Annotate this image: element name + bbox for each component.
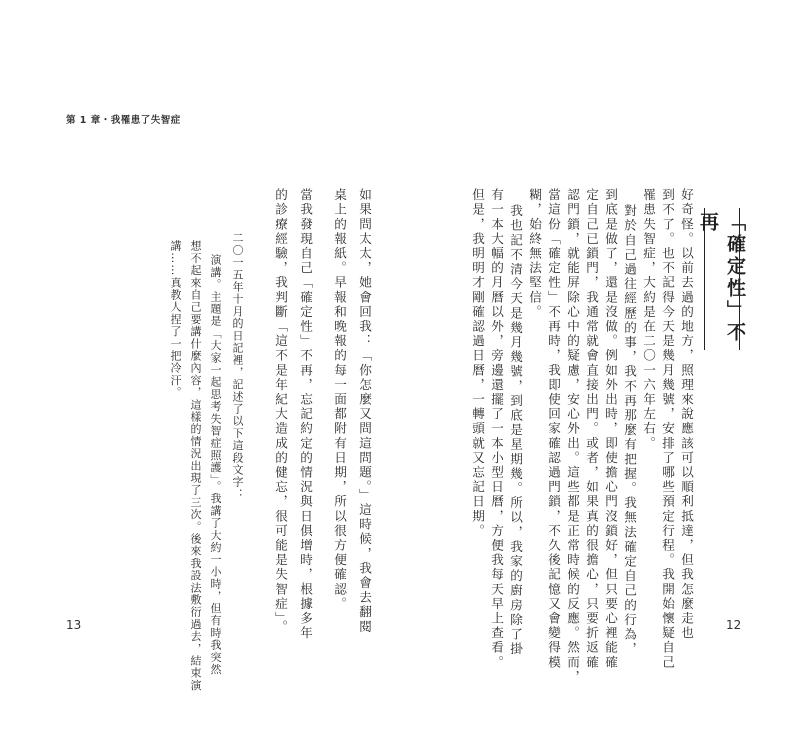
page-number: 12 — [726, 618, 742, 632]
body-column: 如果問太太，她會回我：「你怎麼又問這問題。」這時候，我會去翻閱 — [357, 188, 372, 635]
body-column: 到不了。也不記得今天是幾月幾號，安排了哪些預定行程。我開始懷疑自己 — [660, 188, 675, 670]
running-head: 第 1 章・我罹患了失智症 — [66, 115, 181, 126]
note-column: 想不起來自己要講什麼內容，這樣的情況出現了三次。後來我設法敷衍過去，結束演 — [189, 240, 202, 692]
section-heading-box — [697, 208, 746, 350]
body-column: 定自己已鎖門，我通常就會直接出門。或者，如果真的很擔心，只要折返確 — [584, 188, 599, 670]
page-number: 13 — [66, 618, 82, 632]
note-column: 演講。主題是「大家一起思考失智症照護」。我講了大約一小時，但有時我突然 — [209, 254, 222, 676]
section-heading: 「確定性」不再 — [697, 212, 746, 344]
body-column: 我也記不清今天是幾月幾號，到底是星期幾。所以，我家的廚房除了掛 — [508, 204, 523, 657]
right-page — [400, 0, 800, 744]
note-column: 二〇一五年十月的日記裡，記述了以下這段文字： — [231, 232, 244, 501]
body-column: 當我發現自己「確定性」不再，忘記約定的情況與日俱增時，根據多年 — [298, 188, 313, 641]
body-column: 但是，我明明才剛確認過日曆，一轉頭就又忘記日期。 — [470, 188, 485, 539]
body-column: 認門鎖，就能屏除心中的疑慮，安心外出。這些都是正常時候的反應。然而， — [565, 188, 580, 685]
body-column: 桌上的報紙。早報和晚報的每一面都附有日期，所以很方便確認。 — [332, 188, 347, 612]
body-column: 到底是做了，還是沒做。例如外出時，即使擔心門沒鎖好，但只要心裡能確 — [603, 188, 618, 670]
body-column: 的診療經驗，我判斷「這不是年紀大造成的健忘，很可能是失智症」。 — [273, 188, 288, 635]
body-column: 好奇怪。以前去過的地方，照理來說應該可以順利抵達，但我怎麼走也 — [679, 188, 694, 641]
body-column: 罹患失智症，大約是在二〇一六年左右。 — [641, 188, 656, 451]
note-column: 講……真教人捏了一把冷汗。 — [169, 240, 182, 399]
body-column: 糊，始終無法堅信。 — [527, 188, 542, 320]
body-column: 對於自己過往經歷的事，我不再那麼有把握。我無法確定自己的行為， — [622, 204, 637, 657]
body-column: 當這份「確定性」不再時，我即使回家確認過門鎖，不久後記憶又會變得模 — [546, 188, 561, 670]
body-column: 有一本大幅的月曆以外，旁邊還擺了一本小型日曆，方便我每天早上查看。 — [489, 188, 504, 670]
